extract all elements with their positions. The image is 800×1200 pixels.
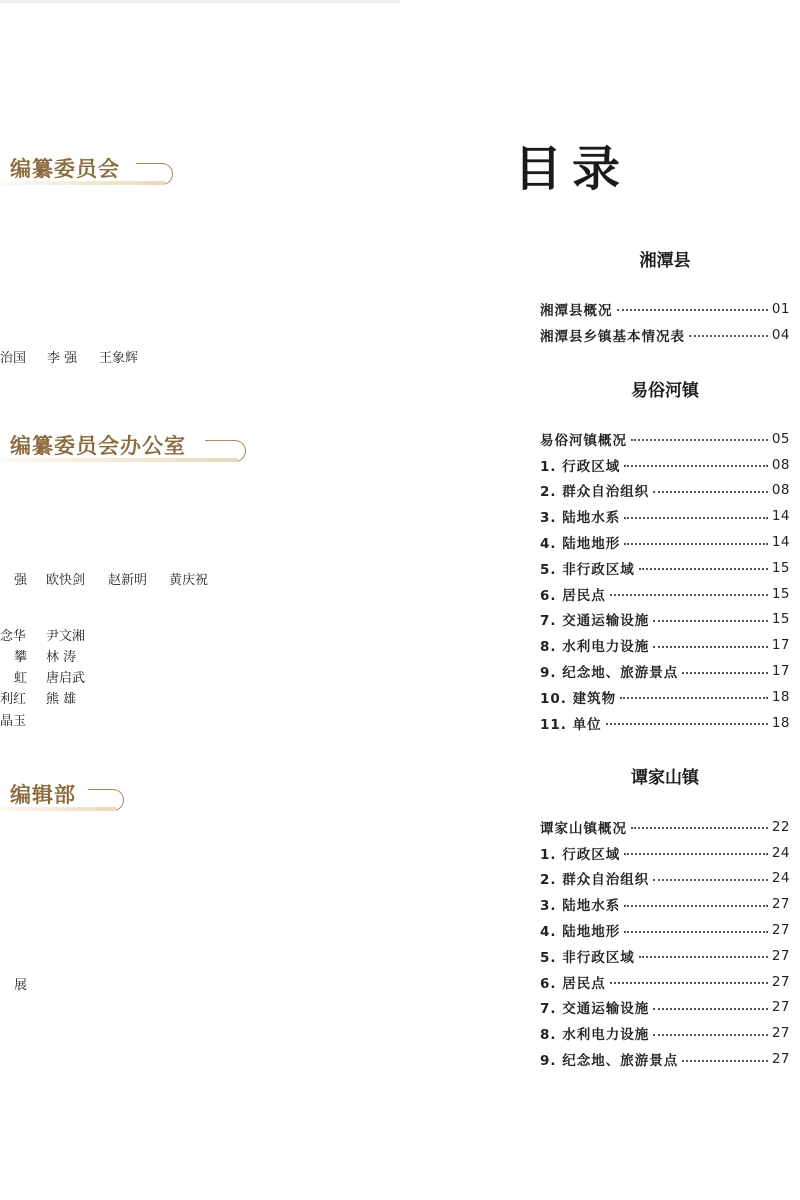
leader-dots: [689, 332, 768, 337]
name: 熊 雄: [46, 692, 77, 707]
toc-entry[interactable]: [540, 1046, 790, 1072]
toc-entry-label: 11. 单位: [540, 716, 602, 733]
toc-entry-page: 01: [771, 300, 790, 317]
leader-dots: [653, 1031, 768, 1036]
toc-entry[interactable]: [540, 1020, 790, 1046]
toc-entries-tanjiashan: [540, 814, 790, 1072]
toc-entry-page: 14: [771, 508, 790, 525]
leader-dots: [653, 876, 768, 881]
toc-entry-page: 22: [771, 818, 790, 835]
leader-dots: [610, 591, 768, 596]
section-heading-editorial: [0, 779, 125, 813]
toc-entry-label: 4. 陆地地形: [540, 924, 621, 941]
toc-entry-page: 17: [771, 637, 790, 654]
toc-entry[interactable]: [540, 478, 790, 504]
leader-dots: [624, 540, 768, 545]
leader-dots: [624, 850, 768, 855]
toc-entry[interactable]: [540, 684, 790, 710]
toc-town-heading: 易俗河镇: [631, 381, 699, 401]
toc-entry-label: 10. 建筑物: [540, 690, 617, 707]
toc-entry-label: 湘潭县乡镇基本情况表: [540, 328, 685, 345]
toc-entry[interactable]: [540, 658, 790, 684]
leader-dots: [617, 306, 768, 311]
toc-entries-yisuhe: [540, 426, 790, 736]
toc-town-heading: 谭家山镇: [631, 768, 699, 788]
name: 李 强: [47, 351, 78, 366]
toc-entry-label: 谭家山镇概况: [540, 820, 627, 837]
toc-title: 目录: [514, 141, 631, 197]
toc-entry[interactable]: [540, 710, 790, 736]
toc-entry[interactable]: [540, 891, 790, 917]
leader-dots: [631, 436, 768, 441]
toc-entry-page: 04: [771, 326, 790, 343]
leader-dots: [610, 979, 768, 984]
toc-entry[interactable]: [540, 840, 790, 866]
toc-entry[interactable]: [540, 943, 790, 969]
toc-entry-label: 9. 纪念地、旅游景点: [540, 1053, 679, 1070]
leader-dots: [624, 902, 768, 907]
toc-entry-page: 15: [771, 585, 790, 602]
leader-dots: [682, 1057, 768, 1062]
toc-entry-page: 24: [771, 844, 790, 861]
toc-entry[interactable]: [540, 814, 790, 840]
name: 虹: [14, 671, 28, 686]
toc-entry-label: 2. 群众自治组织: [540, 872, 650, 889]
toc-entry[interactable]: [540, 529, 790, 555]
section-title: 编纂委员会办公室: [10, 433, 186, 458]
toc-entries-xiangtan: [540, 296, 790, 348]
toc-entry-page: 17: [771, 663, 790, 680]
toc-entry[interactable]: [540, 296, 790, 322]
toc-entry-page: 15: [771, 611, 790, 628]
toc-entry[interactable]: [540, 995, 790, 1021]
toc-entry-page: 14: [771, 534, 790, 551]
leader-dots: [606, 720, 768, 725]
toc-entry[interactable]: [540, 503, 790, 529]
heading-rule: [88, 789, 110, 790]
toc-entry-label: 9. 纪念地、旅游景点: [540, 665, 679, 682]
toc-entry[interactable]: [540, 607, 790, 633]
toc-entry-label: 5. 非行政区域: [540, 949, 635, 966]
name: 展: [14, 978, 28, 993]
toc-entry-label: 3. 陆地水系: [540, 898, 621, 915]
leader-dots: [653, 643, 768, 648]
toc-entry-label: 6. 居民点: [540, 587, 606, 604]
toc-entry-page: 18: [771, 714, 790, 731]
section-title: 编纂委员会: [10, 156, 120, 181]
name: 赵新明: [108, 573, 148, 588]
toc-entry[interactable]: [540, 555, 790, 581]
leader-dots: [631, 824, 768, 829]
name: 欧快剑: [46, 573, 86, 588]
name: 利红: [0, 692, 27, 707]
leader-dots: [639, 953, 768, 958]
leader-dots: [653, 617, 768, 622]
toc-entry[interactable]: [540, 452, 790, 478]
page-top-rule: [0, 0, 400, 3]
leader-dots: [624, 514, 768, 519]
leader-dots: [653, 1005, 768, 1010]
name: 攀: [14, 650, 28, 665]
toc-entry-page: 18: [771, 688, 790, 705]
toc-entry-page: 27: [771, 1025, 790, 1042]
toc-entry-label: 1. 行政区域: [540, 846, 621, 863]
toc-entry-label: 湘潭县概况: [540, 302, 613, 319]
leader-dots: [639, 565, 768, 570]
toc-entry[interactable]: [540, 322, 790, 348]
toc-entry-page: 27: [771, 947, 790, 964]
toc-entry[interactable]: [540, 632, 790, 658]
leader-dots: [620, 694, 768, 699]
section-heading-office: [0, 430, 250, 464]
toc-entry[interactable]: [540, 866, 790, 892]
name: 晶玉: [0, 714, 27, 729]
name: 黄庆祝: [169, 573, 209, 588]
name: 强: [14, 573, 28, 588]
toc-entry-label: 1. 行政区域: [540, 458, 621, 475]
name: 念华: [0, 629, 27, 644]
name: 林 涛: [46, 650, 77, 665]
toc-entry-page: 27: [771, 896, 790, 913]
name: 唐启武: [46, 671, 86, 686]
toc-entry-page: 05: [771, 430, 790, 447]
toc-entry[interactable]: [540, 426, 790, 452]
toc-entry[interactable]: [540, 917, 790, 943]
toc-entry-page: 27: [771, 922, 790, 939]
toc-entry-page: 15: [771, 559, 790, 576]
toc-entry-page: 27: [771, 1051, 790, 1068]
name: 王象辉: [99, 351, 139, 366]
toc-entry-page: 08: [771, 456, 790, 473]
toc-entry-page: 24: [771, 870, 790, 887]
toc-entry-label: 7. 交通运输设施: [540, 613, 650, 630]
toc-entry-label: 8. 水利电力设施: [540, 1027, 650, 1044]
toc-entry-page: 27: [771, 973, 790, 990]
toc-entry-label: 6. 居民点: [540, 975, 606, 992]
toc-entry-label: 7. 交通运输设施: [540, 1001, 650, 1018]
toc-entry-page: 08: [771, 482, 790, 499]
section-title: 编辑部: [10, 782, 76, 807]
heading-rule: [205, 440, 232, 441]
leader-dots: [682, 669, 768, 674]
name: 治国: [0, 351, 27, 366]
toc-entry-label: 易俗河镇概况: [540, 432, 627, 449]
name: 尹文湘: [46, 629, 86, 644]
toc-entry-page: 27: [771, 999, 790, 1016]
toc-entry[interactable]: [540, 969, 790, 995]
toc-entry[interactable]: [540, 581, 790, 607]
leader-dots: [653, 488, 768, 493]
leader-dots: [624, 928, 768, 933]
heading-rule: [136, 163, 159, 164]
toc-town-heading: 湘潭县: [639, 251, 691, 271]
section-heading-committee: [0, 153, 175, 187]
toc-entry-label: 8. 水利电力设施: [540, 639, 650, 656]
leader-dots: [624, 462, 768, 467]
toc-entry-label: 5. 非行政区域: [540, 561, 635, 578]
toc-entry-label: 2. 群众自治组织: [540, 484, 650, 501]
toc-entry-label: 3. 陆地水系: [540, 510, 621, 527]
toc-entry-label: 4. 陆地地形: [540, 536, 621, 553]
